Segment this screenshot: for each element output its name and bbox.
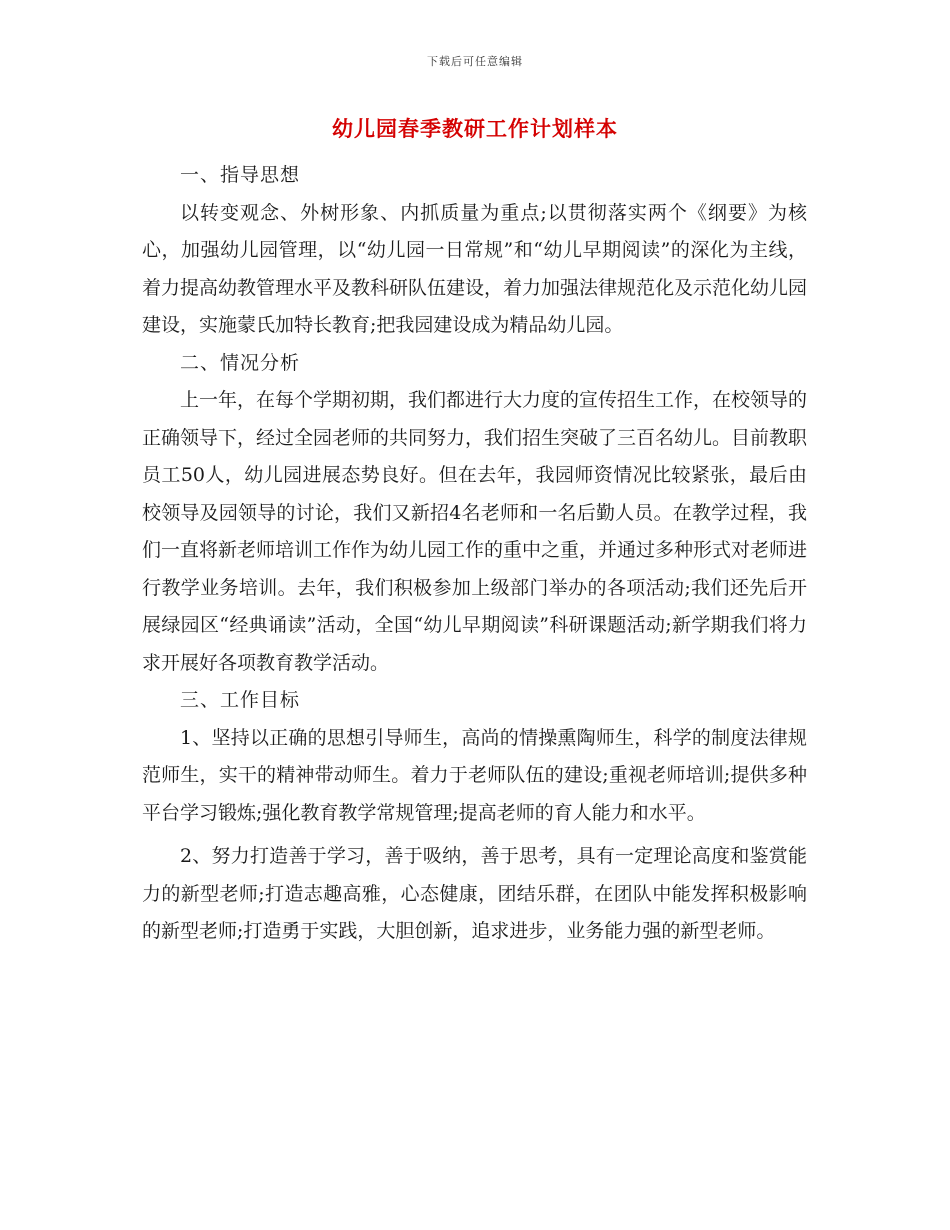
section-heading-situation-analysis: 二、情况分析 [180,351,301,374]
header-note: 下载后可任意编辑 [427,55,523,68]
paragraph-situation-analysis: 上一年，在每个学期初期，我们都进行大力度的宣传招生工作，在校领导的正确领导下，经过全园老师的共同努力，我们招生突破了三百名幼儿。目前教职员工50人，幼儿园进展态势良好。但在去年，我园师资情况比较紧张，最后由校领导及园领导的讨论，我们又新招4名老师和一名后勤人员。在教学过程，我们一直将新老师培训工作作为幼儿园工作的重中之重，并通过多种形式对老师进行教学业务培训。去年，我们积极参加上级部门举办的各项活动;我们还先后开展绿园区“经典诵读”活动，全国“幼儿早期阅读”科研课题活动;新学期我们将力求开展好各项教育教学活动。 [142,389,808,674]
document-title: 幼儿园春季教研工作计划样本 [332,116,618,141]
paragraph-work-goal-1: 1、坚持以正确的思想引导师生，高尚的情操熏陶师生，科学的制度法律规范师生，实干的精神带动师生。着力于老师队伍的建设;重视老师培训;提供多种平台学习锻炼;强化教育教学常规管理;提高老师的育人能力和水平。 [142,726,807,824]
section-heading-work-goals: 三、工作目标 [180,689,301,711]
paragraph-guiding-ideology: 以转变观念、外树形象、内抓质量为重点;以贯彻落实两个《纲要》为核心，加强幼儿园管理，以“幼儿园一日常规”和“幼儿早期阅读”的深化为主线，着力提高幼教管理水平及教科研队伍建设，着力加强法律规范化及示范化幼儿园建设，实施蒙氏加特长教育;把我园建设成为精品幼儿园。 [142,201,808,336]
document-body [142,157,807,951]
section-heading-guiding-ideology: 一、指导思想 [180,164,301,186]
paragraph-work-goal-2: 2、努力打造善于学习，善于吸纳，善于思考，具有一定理论高度和鉴赏能力的新型老师;打造志趣高雅，心态健康，团结乐群，在团队中能发挥积极影响的新型老师;打造勇于实践，大胆创新，追求进步，业务能力强的新型老师。 [142,845,807,942]
